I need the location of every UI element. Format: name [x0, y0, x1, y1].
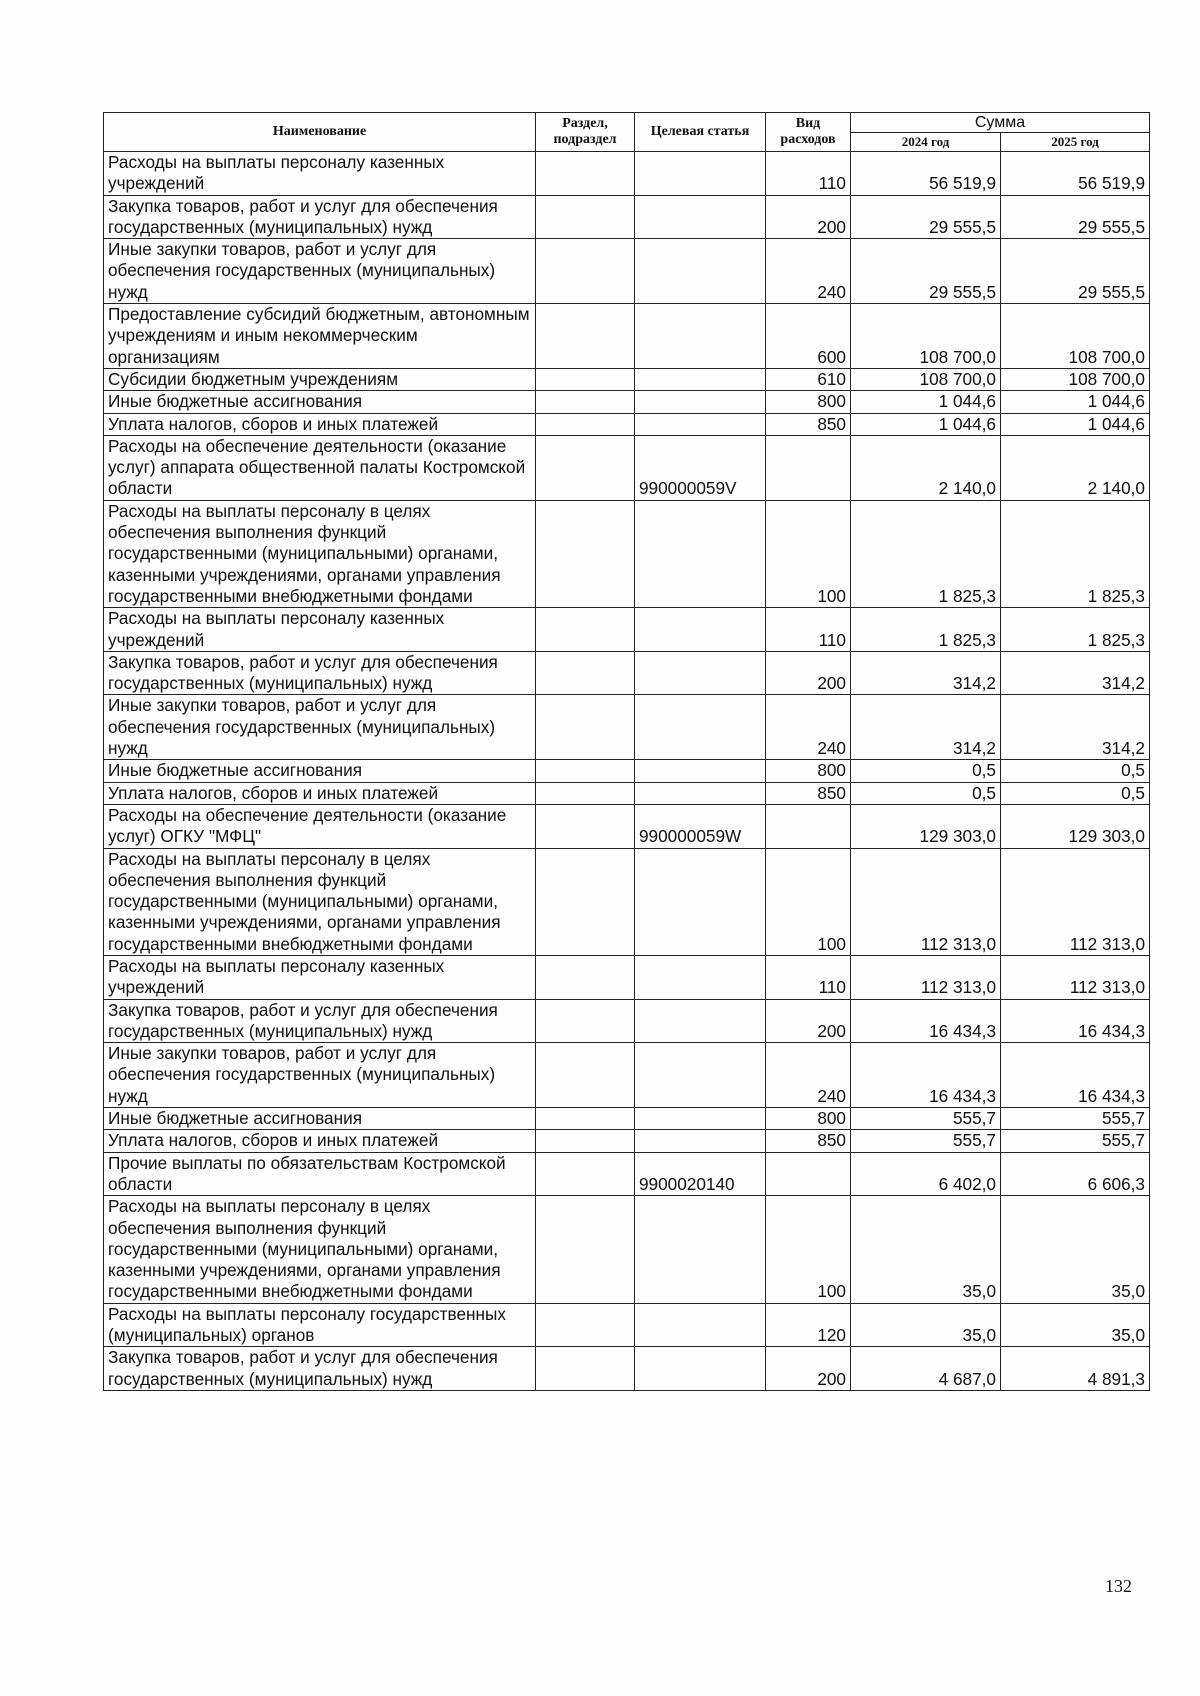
table-row [104, 782, 1150, 804]
cell-name: Субсидии бюджетным учреждениям [104, 368, 536, 390]
cell-vid: 100 [766, 848, 851, 955]
cell-vid: 240 [766, 239, 851, 304]
cell-tselevaya [635, 760, 766, 782]
cell-razdel [536, 848, 635, 955]
cell-tselevaya: 990000059W [635, 804, 766, 848]
table-row [104, 1152, 1150, 1196]
cell-razdel [536, 195, 635, 239]
cell-2024: 4 687,0 [851, 1347, 1001, 1391]
table-row [104, 608, 1150, 652]
table-row [104, 1108, 1150, 1130]
cell-tselevaya [635, 608, 766, 652]
cell-vid: 850 [766, 782, 851, 804]
cell-2025: 4 891,3 [1001, 1347, 1150, 1391]
cell-vid: 800 [766, 391, 851, 413]
table-row [104, 500, 1150, 607]
cell-name: Расходы на обеспечение деятельности (оказание услуг) аппарата общественной палаты Костромской области [104, 435, 536, 500]
cell-name: Расходы на выплаты персоналу казенных учреждений [104, 152, 536, 196]
cell-razdel [536, 804, 635, 848]
table-row [104, 804, 1150, 848]
cell-2025: 29 555,5 [1001, 239, 1150, 304]
table-row [104, 1347, 1150, 1391]
cell-2024: 129 303,0 [851, 804, 1001, 848]
table-row [104, 304, 1150, 369]
cell-vid: 600 [766, 304, 851, 369]
cell-razdel [536, 608, 635, 652]
header-year-2024: 2024 год [851, 133, 1001, 152]
cell-2025: 129 303,0 [1001, 804, 1150, 848]
table-row [104, 955, 1150, 999]
cell-razdel [536, 1152, 635, 1196]
cell-vid: 200 [766, 1347, 851, 1391]
cell-vid [766, 804, 851, 848]
cell-2024: 16 434,3 [851, 1043, 1001, 1108]
cell-name: Иные бюджетные ассигнования [104, 1108, 536, 1130]
cell-2025: 1 044,6 [1001, 413, 1150, 435]
cell-vid: 610 [766, 368, 851, 390]
budget-table [103, 112, 1150, 1391]
cell-tselevaya [635, 239, 766, 304]
cell-tselevaya [635, 782, 766, 804]
cell-2025: 2 140,0 [1001, 435, 1150, 500]
cell-name: Иные закупки товаров, работ и услуг для обеспечения государственных (муниципальных) нужд [104, 239, 536, 304]
header-vid: Вид расходов [766, 113, 851, 152]
cell-2025: 555,7 [1001, 1108, 1150, 1130]
cell-2024: 112 313,0 [851, 848, 1001, 955]
cell-tselevaya [635, 1130, 766, 1152]
page-number: 132 [1105, 1576, 1132, 1596]
cell-razdel [536, 239, 635, 304]
cell-2025: 108 700,0 [1001, 368, 1150, 390]
cell-2025: 314,2 [1001, 651, 1150, 695]
cell-2025: 35,0 [1001, 1196, 1150, 1303]
header-summa: Сумма [851, 113, 1150, 133]
cell-tselevaya [635, 413, 766, 435]
cell-name: Расходы на выплаты персоналу казенных учреждений [104, 955, 536, 999]
cell-name: Предоставление субсидий бюджетным, автономным учреждениям и иным некоммерческим организациям [104, 304, 536, 369]
cell-tselevaya [635, 1043, 766, 1108]
cell-vid: 850 [766, 413, 851, 435]
cell-2024: 108 700,0 [851, 304, 1001, 369]
cell-razdel [536, 500, 635, 607]
cell-razdel [536, 1303, 635, 1347]
cell-2025: 1 825,3 [1001, 500, 1150, 607]
header-year-2025: 2025 год [1001, 133, 1150, 152]
cell-razdel [536, 955, 635, 999]
cell-name: Уплата налогов, сборов и иных платежей [104, 782, 536, 804]
cell-tselevaya [635, 1347, 766, 1391]
cell-name: Закупка товаров, работ и услуг для обеспечения государственных (муниципальных) нужд [104, 1347, 536, 1391]
cell-2025: 16 434,3 [1001, 1043, 1150, 1108]
cell-razdel [536, 1196, 635, 1303]
cell-razdel [536, 1108, 635, 1130]
cell-name: Расходы на выплаты персоналу государственных (муниципальных) органов [104, 1303, 536, 1347]
table-row [104, 368, 1150, 390]
table-row [104, 999, 1150, 1043]
header-name: Наименование [104, 113, 536, 152]
cell-vid: 100 [766, 500, 851, 607]
cell-name: Иные бюджетные ассигнования [104, 391, 536, 413]
cell-2024: 6 402,0 [851, 1152, 1001, 1196]
cell-2024: 16 434,3 [851, 999, 1001, 1043]
cell-name: Расходы на обеспечение деятельности (оказание услуг) ОГКУ "МФЦ" [104, 804, 536, 848]
table-header [104, 113, 1150, 152]
table-row [104, 1130, 1150, 1152]
cell-razdel [536, 152, 635, 196]
cell-razdel [536, 413, 635, 435]
cell-vid: 850 [766, 1130, 851, 1152]
cell-2024: 112 313,0 [851, 955, 1001, 999]
cell-tselevaya [635, 651, 766, 695]
cell-name: Иные закупки товаров, работ и услуг для обеспечения государственных (муниципальных) нужд [104, 1043, 536, 1108]
cell-tselevaya [635, 391, 766, 413]
cell-name: Расходы на выплаты персоналу в целях обеспечения выполнения функций государственными (муниципальными) органами, казенными учреждениями, органами управления государственными внебюджетными фондами [104, 1196, 536, 1303]
cell-vid: 240 [766, 1043, 851, 1108]
cell-2024: 56 519,9 [851, 152, 1001, 196]
cell-tselevaya [635, 195, 766, 239]
cell-2025: 29 555,5 [1001, 195, 1150, 239]
cell-2025: 1 825,3 [1001, 608, 1150, 652]
cell-vid [766, 435, 851, 500]
cell-razdel [536, 999, 635, 1043]
cell-2024: 0,5 [851, 782, 1001, 804]
cell-2024: 35,0 [851, 1303, 1001, 1347]
cell-tselevaya [635, 999, 766, 1043]
cell-tselevaya [635, 152, 766, 196]
table-row [104, 435, 1150, 500]
cell-2024: 1 825,3 [851, 608, 1001, 652]
cell-2025: 108 700,0 [1001, 304, 1150, 369]
cell-2024: 314,2 [851, 695, 1001, 760]
cell-2025: 6 606,3 [1001, 1152, 1150, 1196]
cell-2025: 555,7 [1001, 1130, 1150, 1152]
cell-tselevaya [635, 1303, 766, 1347]
cell-name: Иные бюджетные ассигнования [104, 760, 536, 782]
cell-razdel [536, 782, 635, 804]
table-row [104, 651, 1150, 695]
cell-tselevaya [635, 368, 766, 390]
cell-name: Уплата налогов, сборов и иных платежей [104, 413, 536, 435]
cell-tselevaya [635, 304, 766, 369]
cell-vid: 100 [766, 1196, 851, 1303]
cell-tselevaya [635, 1108, 766, 1130]
cell-2024: 314,2 [851, 651, 1001, 695]
cell-2025: 314,2 [1001, 695, 1150, 760]
cell-razdel [536, 760, 635, 782]
cell-tselevaya: 9900020140 [635, 1152, 766, 1196]
cell-name: Прочие выплаты по обязательствам Костромской области [104, 1152, 536, 1196]
cell-2025: 1 044,6 [1001, 391, 1150, 413]
table-row [104, 1303, 1150, 1347]
cell-razdel [536, 651, 635, 695]
table-row [104, 239, 1150, 304]
cell-tselevaya [635, 1196, 766, 1303]
cell-vid: 200 [766, 999, 851, 1043]
cell-2024: 29 555,5 [851, 239, 1001, 304]
cell-2025: 0,5 [1001, 760, 1150, 782]
cell-name: Расходы на выплаты персоналу казенных учреждений [104, 608, 536, 652]
cell-vid: 800 [766, 1108, 851, 1130]
cell-razdel [536, 1043, 635, 1108]
cell-name: Уплата налогов, сборов и иных платежей [104, 1130, 536, 1152]
table-row [104, 1196, 1150, 1303]
cell-razdel [536, 1347, 635, 1391]
cell-2024: 1 044,6 [851, 391, 1001, 413]
cell-2024: 35,0 [851, 1196, 1001, 1303]
cell-2024: 29 555,5 [851, 195, 1001, 239]
table-row [104, 152, 1150, 196]
cell-razdel [536, 391, 635, 413]
cell-razdel [536, 368, 635, 390]
cell-name: Расходы на выплаты персоналу в целях обеспечения выполнения функций государственными (муниципальными) органами, казенными учреждениями, органами управления государственными внебюджетными фондами [104, 848, 536, 955]
cell-razdel [536, 1130, 635, 1152]
cell-2024: 1 044,6 [851, 413, 1001, 435]
cell-2025: 112 313,0 [1001, 955, 1150, 999]
cell-2024: 555,7 [851, 1108, 1001, 1130]
cell-tselevaya [635, 695, 766, 760]
header-razdel: Раздел, подраздел [536, 113, 635, 152]
table-row [104, 760, 1150, 782]
cell-2024: 2 140,0 [851, 435, 1001, 500]
cell-vid: 800 [766, 760, 851, 782]
cell-vid: 240 [766, 695, 851, 760]
cell-name: Закупка товаров, работ и услуг для обеспечения государственных (муниципальных) нужд [104, 651, 536, 695]
cell-tselevaya [635, 848, 766, 955]
cell-vid: 110 [766, 608, 851, 652]
cell-2025: 35,0 [1001, 1303, 1150, 1347]
table-row [104, 695, 1150, 760]
table-row [104, 391, 1150, 413]
cell-tselevaya [635, 955, 766, 999]
cell-razdel [536, 695, 635, 760]
cell-name: Закупка товаров, работ и услуг для обеспечения государственных (муниципальных) нужд [104, 195, 536, 239]
cell-2024: 555,7 [851, 1130, 1001, 1152]
table-row [104, 1043, 1150, 1108]
table-row [104, 848, 1150, 955]
cell-2024: 0,5 [851, 760, 1001, 782]
cell-2025: 112 313,0 [1001, 848, 1150, 955]
cell-2025: 56 519,9 [1001, 152, 1150, 196]
cell-2024: 1 825,3 [851, 500, 1001, 607]
header-tselevaya: Целевая статья [635, 113, 766, 152]
table-row [104, 195, 1150, 239]
cell-vid: 110 [766, 955, 851, 999]
cell-vid: 120 [766, 1303, 851, 1347]
cell-vid [766, 1152, 851, 1196]
cell-name: Иные закупки товаров, работ и услуг для обеспечения государственных (муниципальных) нужд [104, 695, 536, 760]
cell-vid: 110 [766, 152, 851, 196]
cell-tselevaya [635, 500, 766, 607]
cell-vid: 200 [766, 651, 851, 695]
cell-2025: 16 434,3 [1001, 999, 1150, 1043]
cell-vid: 200 [766, 195, 851, 239]
cell-2025: 0,5 [1001, 782, 1150, 804]
cell-razdel [536, 304, 635, 369]
cell-name: Расходы на выплаты персоналу в целях обеспечения выполнения функций государственными (муниципальными) органами, казенными учреждениями, органами управления государственными внебюджетными фондами [104, 500, 536, 607]
table-body [104, 152, 1150, 1391]
table-row [104, 413, 1150, 435]
cell-tselevaya: 990000059V [635, 435, 766, 500]
cell-2024: 108 700,0 [851, 368, 1001, 390]
cell-razdel [536, 435, 635, 500]
cell-name: Закупка товаров, работ и услуг для обеспечения государственных (муниципальных) нужд [104, 999, 536, 1043]
